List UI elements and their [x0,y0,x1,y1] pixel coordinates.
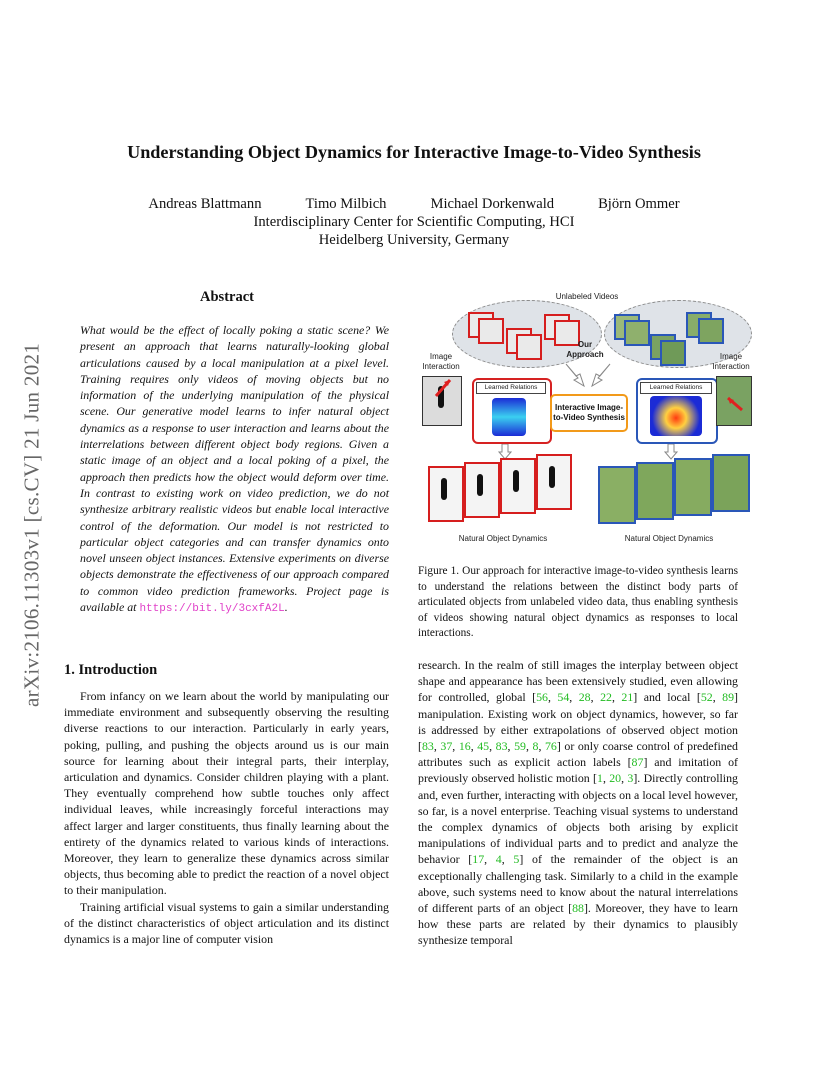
citation-link[interactable]: 3 [627,771,634,786]
intro-paragraph: Training artificial visual systems to gain a similar understanding of the distinct characteristics of object articulation and its distinct dynamics is a major line of computer vision [64,899,389,947]
image-interaction-label-left: Image Interaction [422,352,460,371]
video-frame [698,318,724,344]
citation-link[interactable]: 45 [477,739,490,754]
output-frame [712,454,750,512]
poke-arrow-icon [432,376,456,400]
person-figure [549,466,555,488]
author-name: Michael Dorkenwald [430,196,555,212]
citation-link[interactable]: 5 [513,852,520,867]
citation-link[interactable]: 59 [514,739,526,754]
person-figure [477,474,483,496]
heatmap-plant [650,396,702,436]
citation-link[interactable]: 22 [600,690,612,705]
heatmap-person [492,398,526,436]
citation-link[interactable]: 28 [578,690,591,705]
citation-link[interactable]: 88 [572,901,584,916]
author-name: Andreas Blattmann [148,196,262,212]
affiliation-line-2: Heidelberg University, Germany [318,232,510,248]
body-text: ] and imitation of previously observed holistic motion [ [418,755,738,786]
our-approach-label: Our Approach [566,340,604,359]
natural-dynamics-label-left: Natural Object Dynamics [458,534,548,543]
unlabeled-videos-label: Unlabeled Videos [555,292,619,301]
citation-link[interactable]: 54 [557,690,570,705]
citation-link[interactable]: 83 [421,739,434,754]
image-interaction-label-right: Image Interaction [712,352,750,371]
intro-left-column [64,688,389,947]
citation-link[interactable]: 76 [544,739,557,754]
citation-link[interactable]: 21 [621,690,634,705]
citation-link[interactable]: 87 [631,755,644,770]
video-frame [624,320,650,346]
citation-link[interactable]: 20 [609,771,622,786]
poke-arrow-icon [722,390,746,414]
output-frame [674,458,712,516]
intro-paragraph: From infancy on we learn about the world by manipulating our immediate environment and subsequently observing the resulting diverse reactions to our interaction. Particularly in early years, poking, pulling, and pushing the objects around us is our main source for learning about their integral parts, their interplay, articulation and dynamics. Consider children playing with a plant. They eventually comprehend how subtle touches only affect individual leaves, while increasingly forceful interactions may affect larger and larger constituents, thus finally learning about the entirety of the dynamics related to various kinds of interactions. Moreover, they learn to generalize these dynamics across similar objects, thus becoming able to predict the reaction of a novel object to their manipulation. [64,689,389,898]
intro-right-column [418,657,738,949]
citation-link[interactable]: 37 [440,739,453,754]
person-figure [441,478,447,500]
body-text: ] or only coarse control of predefined attributes such as explicit action labels [ [418,739,738,770]
abstract-body [80,322,389,617]
body-text: research. In the realm of still images the interplay between object shape and appearance has been extensively studied, even allowing for controlled, global [ [418,658,738,705]
video-frame [660,340,686,366]
body-text: ]. Directly controlling and, even further, interacting with objects on a local level however, so far, is a novel enterprise. Teaching visual systems to understand the complex dynamics of objects both arising by explicit manipulations of individual parts and to predict and analyze the behavior [ [418,771,739,867]
citation-link[interactable]: 17 [472,852,485,867]
author-name: Björn Ommer [598,196,680,212]
author-block [80,196,748,249]
output-frame [636,462,674,520]
figure-caption: Figure 1. Our approach for interactive image-to-video synthesis learns to understand the relations between the distinct body parts of articulated objects from unlabeled video data, thus enabling synthesis of videos showing natural object dynamics as responses to local interactions. [418,565,738,639]
body-text: ] of the remainder of the object is an exceptionally challenging task. Similarly to a child in the example above, such systems need to know about the natural interrelations of different parts of an object [ [418,852,738,916]
abstract-heading: Abstract [200,289,254,305]
citation-link[interactable]: 1 [596,771,603,786]
author-name: Timo Milbich [305,196,387,212]
abstract-text: What would be the effect of locally poking a static scene? We present an approach that learns naturally-looking global articulations caused by a local manipulation at a pixel level. Training requires only videos of moving objects but no information of the underlying manipulation of the physical scene. Our generative model learns to infer natural object dynamics as a response to user interaction and learns about the interrelations between different object body regions. Given a static image of an object and a local poking of a pixel, the approach then predicts how the object would deform over time. In contrast to existing work on video prediction, we do not synthesize arbitrary realistic videos but enable local interactive control of the deformation. Our model is not restricted to particular object categories and can transfer dynamics onto novel unseen object instances. Extensive experiments on diverse objects demonstrate the effectiveness of our approach compared to common video prediction frameworks. Project page is available at [80,323,389,615]
learned-relations-label-right: Learned Relations [640,382,712,394]
interactive-synthesis-box: Interactive Image-to-Video Synthesis [550,394,628,432]
paper-title: Understanding Object Dynamics for Interactive Image-to-Video Synthesis [127,142,701,162]
body-text: ] manipulation. Existing work on object dynamics, however, so far is addressed by either extrapolations of observed object motion [ [418,690,739,754]
body-text: ]. Moreover, they have to learn how these parts are related by their dynamics to plausibly synthesize temporal [418,901,739,948]
downward-arrows-icon [558,362,618,388]
video-frame [478,318,504,344]
natural-dynamics-label-right: Natural Object Dynamics [624,534,714,543]
output-frame [598,466,636,524]
abstract-period: . [284,600,288,615]
learned-relations-label-left: Learned Relations [476,382,546,394]
citation-link[interactable]: 83 [495,739,508,754]
author-list [80,196,748,213]
project-page-link[interactable]: https://bit.ly/3cxfA2L [139,603,285,616]
section-heading: 1. Introduction [64,662,158,678]
citation-link[interactable]: 52 [700,690,713,705]
citation-link[interactable]: 16 [458,739,471,754]
citation-link[interactable]: 4 [495,852,502,867]
figure-1 [418,290,754,550]
citation-link[interactable]: 8 [532,739,539,754]
intro-paragraph-continued: research. In the realm of still images the interplay between object shape and appearance has been extensively studied, even allowing for controlled, global [56, 54, 28, 22, 21] and local [52, 89] manipulation. Existing work on object dynamics, however, so far is addressed by either extrapolations of observed object motion [83, 37, 16, 45, 83, 59, 8, 76] or only coarse control of predefined attributes such as explicit action labels [87] and imitation of previously observed holistic motion [1, 20, 3]. Directly controlling and, even further, interacting with objects on a local level however, so far, is a novel enterprise. Teaching visual systems to understand the complex dynamics of objects both arising by explicit manipulations of individual parts and to predict and analyze the behavior [17, 4, 5] of the remainder of the object is an exceptionally challenging task. Similarly to a child in the example above, such systems need to know about the natural interrelations of different parts of an object [88]. Moreover, they have to learn how these parts are related by their dynamics to plausibly synthesize temporal [418,658,739,948]
video-frame [516,334,542,360]
citation-link[interactable]: 89 [722,690,735,705]
citation-link[interactable]: 56 [536,690,548,705]
person-figure [513,470,519,492]
body-text: ] and local [ [633,690,701,705]
arxiv-identifier: arXiv:2106.11303v1 [cs.CV] 21 Jun 2021 [19,342,44,708]
affiliation-line-1: Interdisciplinary Center for Scientific Computing, HCI [253,214,575,230]
